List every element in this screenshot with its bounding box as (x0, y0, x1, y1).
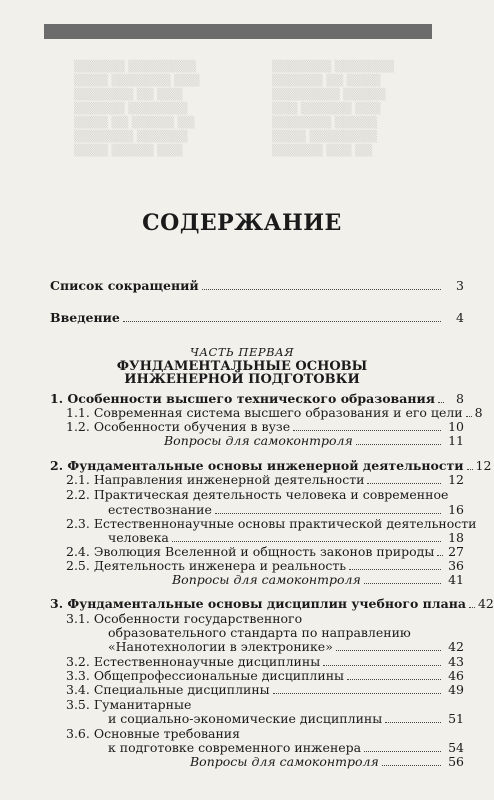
leader-dots (364, 583, 441, 584)
toc-entry-text: 2.5. Деятельность инженера и реальность (66, 558, 347, 573)
toc-entry-chapter-2[interactable] (50, 458, 492, 473)
toc-entry-questions-3[interactable] (190, 755, 464, 769)
toc-page-number: 4 (456, 310, 464, 325)
toc-entry-section-3-1-line-1: 3.1. Особенности государственного (66, 611, 303, 626)
toc-entry-section-2-2-line-1: 2.2. Практическая деятельность человека и современное (66, 487, 449, 502)
toc-entry-text: Вопросы для самоконтроля (164, 433, 353, 448)
leader-dots (293, 430, 441, 431)
leader-dots (385, 722, 441, 723)
leader-dots (323, 665, 441, 666)
toc-entry-text: 2.4. Эволюция Вселенной и общность законов природы (66, 544, 435, 559)
leader-dots (467, 469, 473, 470)
toc-page-number: 56 (448, 754, 464, 769)
toc-entry-text: человека (108, 530, 169, 545)
toc-entry-section-3-3[interactable] (66, 669, 464, 683)
toc-entry-section-2-3[interactable] (108, 531, 464, 545)
leader-dots (356, 444, 441, 445)
page-title: СОДЕРЖАНИЕ (142, 210, 342, 236)
toc-entry-text: 1.1. Современная система высшего образования и его цели (66, 405, 463, 420)
toc-page-number: 49 (448, 682, 464, 697)
leader-dots (172, 541, 441, 542)
leader-dots (215, 513, 441, 514)
leader-dots (469, 607, 475, 608)
toc-page-number: 42 (477, 596, 494, 611)
toc-entry-text: 2.1. Направления инженерной деятельности (66, 472, 365, 487)
toc-entry-chapter-3[interactable] (50, 596, 494, 611)
part-title-line-1: ФУНДАМЕНТАЛЬНЫЕ ОСНОВЫ (116, 359, 368, 374)
toc-entry-text: «Нанотехнологии в электронике» (108, 639, 333, 654)
leader-dots (437, 555, 443, 556)
toc-page-number: 27 (448, 544, 464, 559)
toc-entry-text: 3.3. Общепрофессиональные дисциплины (66, 668, 344, 683)
toc-entry-section-2-1[interactable] (66, 473, 464, 487)
toc-page-number: 11 (448, 433, 464, 448)
bleed-through-text-left: ▒▒▒▒▒▒ ▒▒▒▒▒▒▒▒ ▒▒▒▒ ▒▒▒▒▒▒▒ ▒▒▒ ▒▒▒▒▒▒▒ ▒▒ ▒▒▒ ▒▒▒▒▒▒ ▒▒▒▒▒▒▒ ▒▒▒▒ ▒▒ ▒▒▒▒▒ ▒▒ ▒▒▒▒▒▒▒ ▒▒▒▒▒▒ ▒▒▒▒ ▒▒▒▒▒ ▒▒▒ (74, 60, 200, 157)
toc-page-number: 41 (448, 572, 464, 587)
leader-dots (123, 321, 441, 322)
toc-entry-text: 1. Особенности высшего технического образования (50, 391, 435, 406)
leader-dots (273, 693, 441, 694)
toc-entry-text: естествознание (108, 502, 212, 517)
toc-entry-introduction[interactable] (50, 311, 464, 325)
leader-dots (202, 289, 441, 290)
toc-entry-section-3-6[interactable] (108, 741, 464, 755)
leader-dots (364, 751, 441, 752)
toc-entry-section-3-4[interactable] (66, 683, 464, 697)
toc-entry-abbreviations[interactable] (50, 279, 464, 293)
toc-entry-chapter-1[interactable] (50, 392, 464, 406)
toc-page-number: 51 (448, 711, 464, 726)
toc-entry-section-3-5[interactable] (108, 712, 464, 726)
toc-entry-section-3-5-line-1: 3.5. Гуманитарные (66, 697, 192, 712)
toc-entry-text: 3.2. Естественнонаучные дисциплины (66, 654, 321, 669)
part-title-line-2: ИНЖЕНЕРНОЙ ПОДГОТОВКИ (124, 372, 360, 387)
leader-dots (349, 569, 441, 570)
toc-entry-text: Список сокращений (50, 278, 199, 293)
toc-page-number: 36 (448, 558, 464, 573)
toc-page-number: 8 (474, 405, 483, 420)
toc-page-number: 42 (448, 639, 464, 654)
toc-entry-questions-2[interactable] (172, 573, 464, 587)
toc-page-number: 54 (448, 740, 464, 755)
part-label: ЧАСТЬ ПЕРВАЯ (189, 345, 295, 359)
toc-entry-section-2-3-line-1: 2.3. Естественнонаучные основы практической деятельности (66, 516, 477, 531)
toc-page-number: 46 (448, 668, 464, 683)
leader-dots (347, 679, 441, 680)
toc-entry-text: Введение (50, 310, 120, 325)
toc-entry-text: 3.4. Специальные дисциплины (66, 682, 270, 697)
toc-entry-section-3-6-line-1: 3.6. Основные требования (66, 726, 241, 741)
toc-entry-section-2-2[interactable] (108, 503, 464, 517)
toc-entry-text: Вопросы для самоконтроля (190, 754, 379, 769)
toc-entry-text: к подготовке современного инженера (108, 740, 362, 755)
toc-page-number: 10 (448, 419, 464, 434)
toc-page-number: 43 (448, 654, 464, 669)
toc-entry-text: 2. Фундаментальные основы инженерной деятельности (50, 458, 464, 473)
toc-entry-text: 1.2. Особенности обучения в вузе (66, 419, 291, 434)
toc-entry-section-2-4[interactable] (66, 545, 464, 559)
toc-entry-questions-1[interactable] (164, 434, 464, 448)
toc-page-number: 18 (448, 530, 464, 545)
bleed-through-text-right: ▒▒▒▒▒▒▒ ▒▒▒▒▒▒▒ ▒▒▒▒▒▒ ▒▒ ▒▒▒▒ ▒▒▒▒▒▒▒▒ ▒▒▒▒▒ ▒▒▒ ▒▒▒▒▒▒ ▒▒▒ ▒▒▒▒▒▒▒ ▒▒▒▒▒ ▒▒▒▒ ▒▒▒▒▒▒▒▒ ▒▒▒▒▒▒ ▒▒▒ ▒▒ (272, 60, 394, 157)
toc-page-number: 8 (456, 391, 464, 406)
toc-entry-text: Вопросы для самоконтроля (172, 572, 361, 587)
toc-entry-section-2-5[interactable] (66, 559, 464, 573)
leader-dots (466, 416, 472, 417)
toc-entry-section-3-1-line-2: образовательного стандарта по направлению (108, 625, 411, 640)
leader-dots (336, 650, 441, 651)
toc-entry-text: 3. Фундаментальные основы дисциплин учебного плана (50, 596, 466, 611)
toc-page-number: 3 (456, 278, 464, 293)
leader-dots (382, 765, 441, 766)
toc-entry-section-3-1[interactable] (108, 640, 464, 654)
toc-page-number: 12 (475, 458, 492, 473)
toc-entry-text: и социально-экономические дисциплины (108, 711, 383, 726)
leader-dots (367, 483, 441, 484)
page-header-band (44, 24, 432, 39)
toc-entry-section-3-2[interactable] (66, 655, 464, 669)
toc-page-number: 16 (448, 502, 464, 517)
toc-page-number: 12 (448, 472, 464, 487)
leader-dots (438, 402, 444, 403)
toc-entry-section-1-2[interactable] (66, 420, 464, 434)
toc-entry-section-1-1[interactable] (66, 405, 483, 420)
